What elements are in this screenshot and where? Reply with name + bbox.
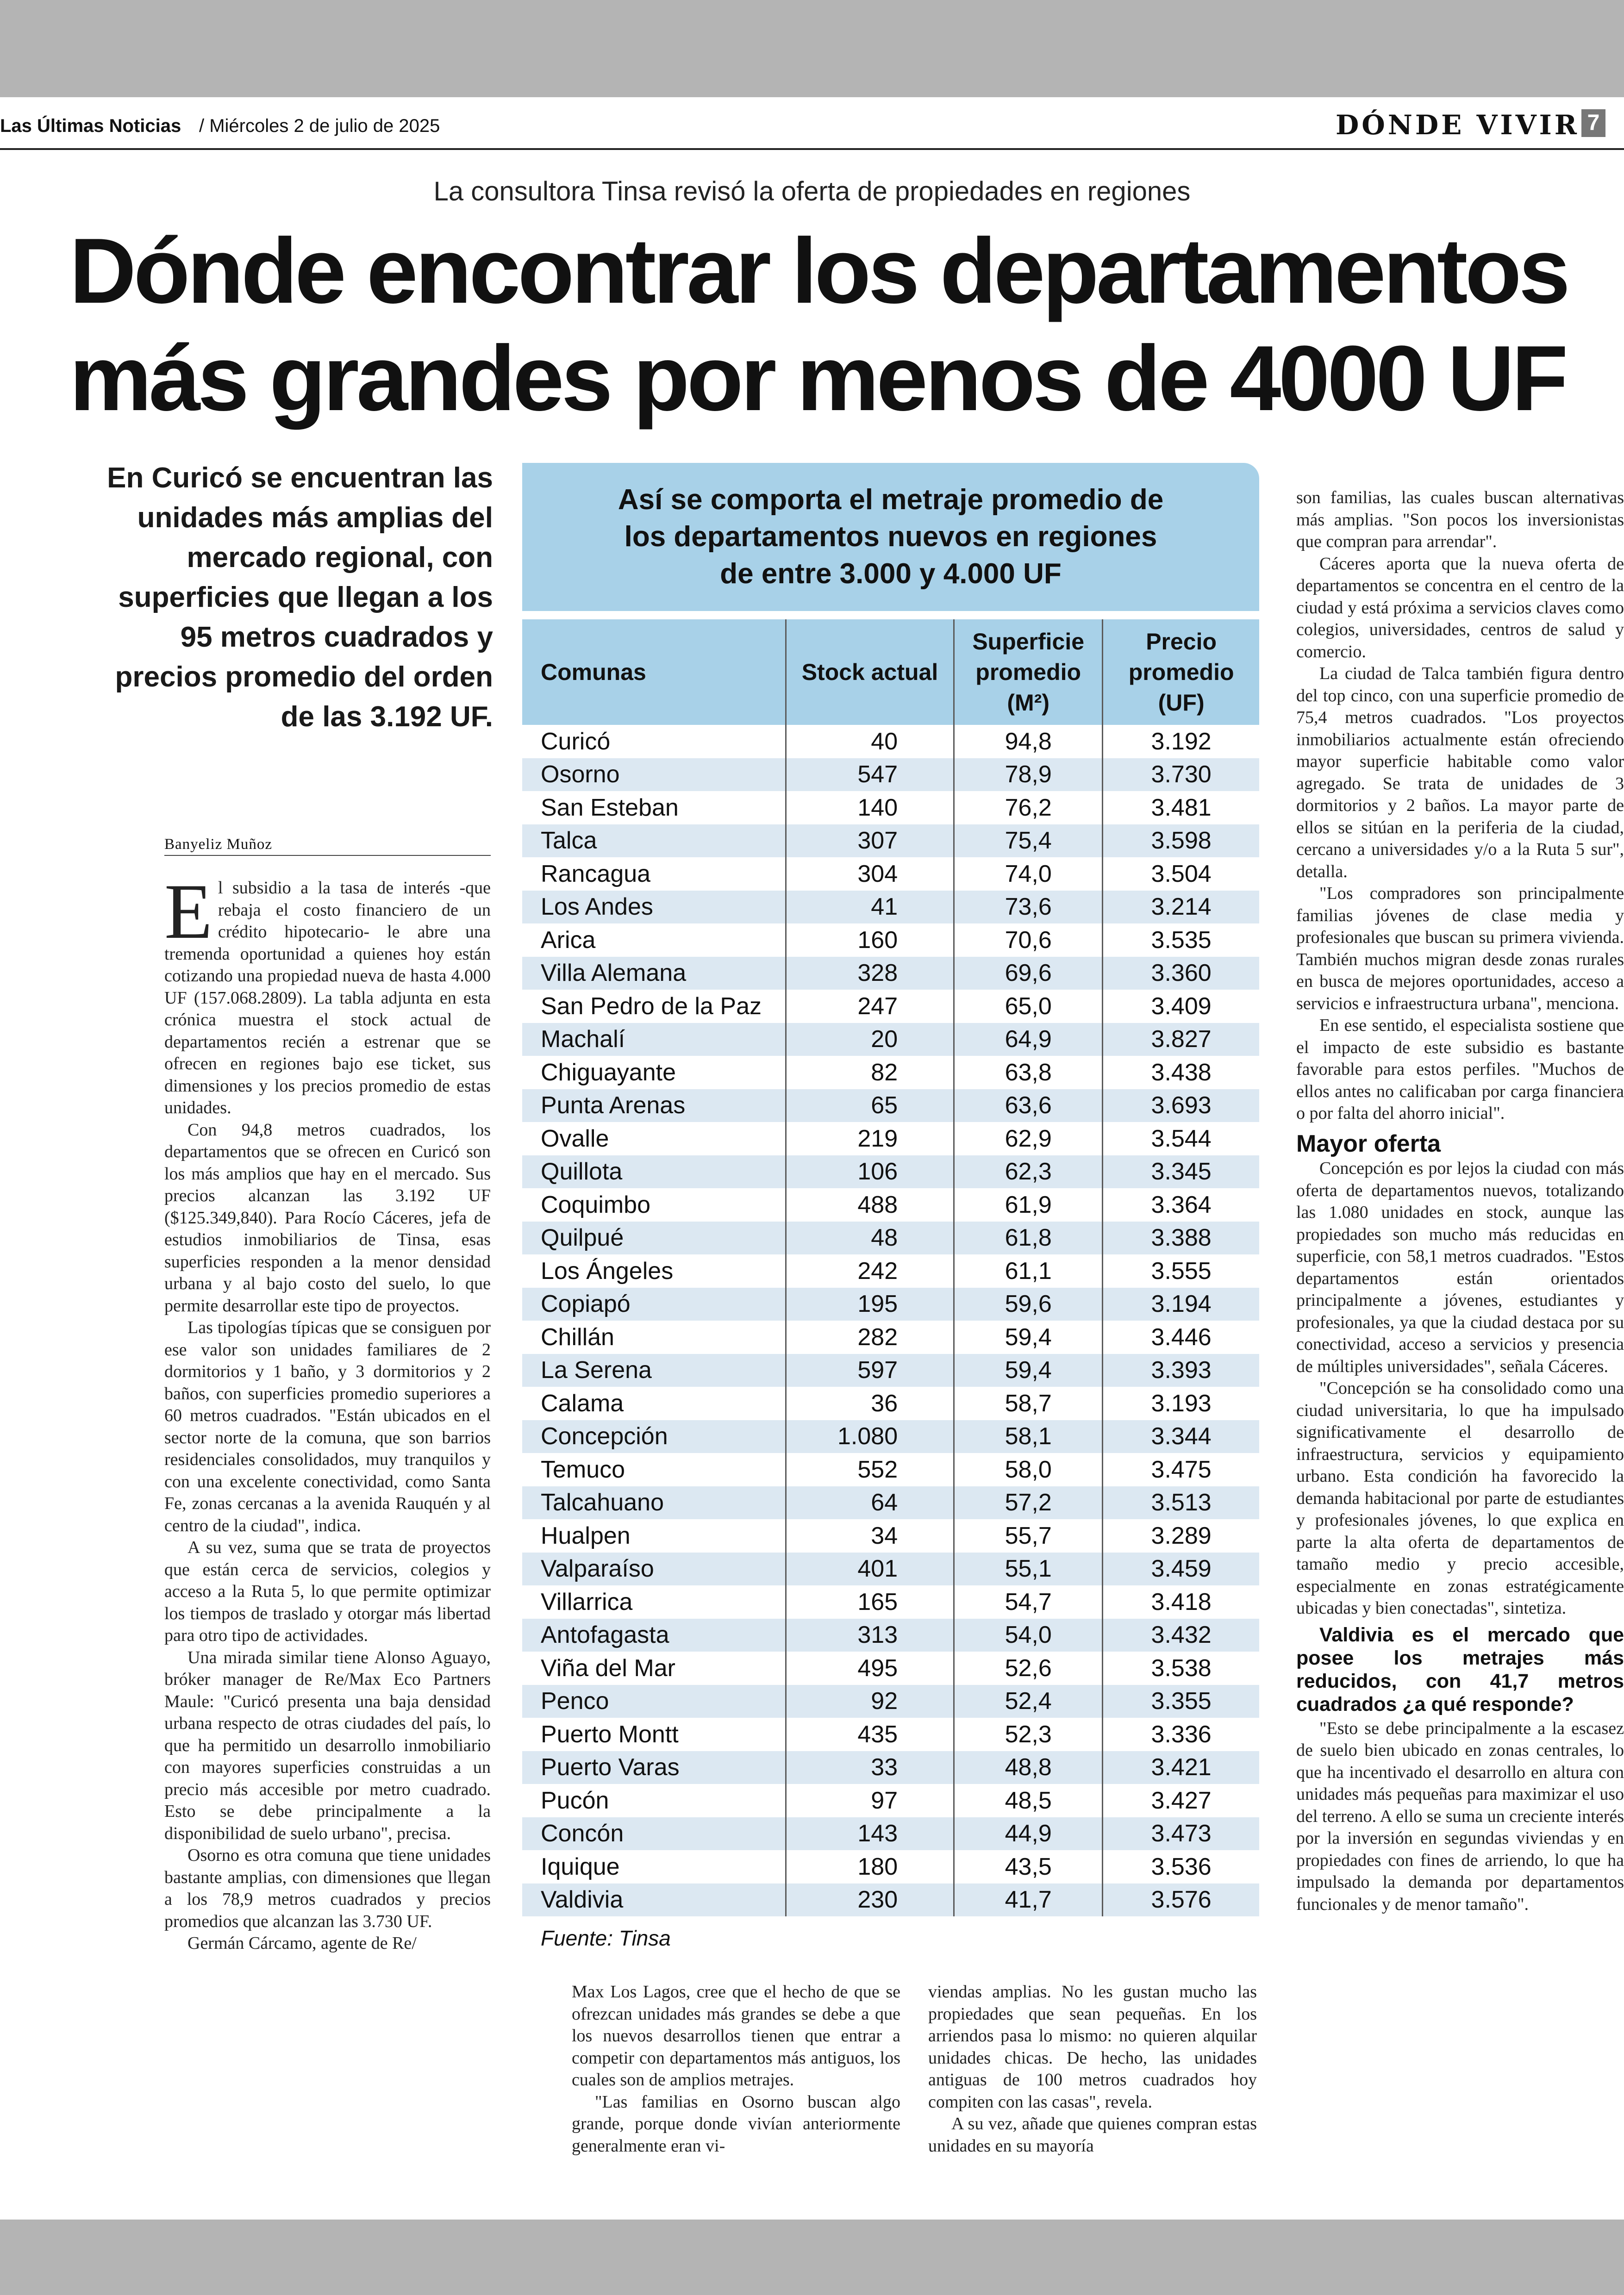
article-deck: En Curicó se encuentran las unidades más amplias del mercado regional, con superficies que llegan a los 95 metros cuadrados y precios promedio del orden de las 3.192 UF. <box>107 462 493 733</box>
cell-superficie: 69,6 <box>954 957 1103 990</box>
cell-comuna: Calama <box>522 1387 786 1420</box>
cell-superficie: 54,7 <box>954 1585 1103 1619</box>
cell-precio: 3.345 <box>1103 1155 1259 1189</box>
cell-precio: 3.536 <box>1103 1850 1259 1883</box>
cell-comuna: San Esteban <box>522 791 786 824</box>
cell-superficie: 48,8 <box>954 1751 1103 1784</box>
table-row <box>522 1585 1259 1619</box>
cell-precio: 3.360 <box>1103 957 1259 990</box>
cell-stock: 143 <box>786 1817 954 1851</box>
cell-stock: 597 <box>786 1354 954 1387</box>
cell-precio: 3.192 <box>1103 725 1259 758</box>
cell-superficie: 65,0 <box>954 990 1103 1023</box>
cell-superficie: 58,1 <box>954 1420 1103 1453</box>
table-row <box>522 1751 1259 1784</box>
cell-precio: 3.576 <box>1103 1883 1259 1917</box>
cell-comuna: Copiapó <box>522 1288 786 1321</box>
cell-precio: 3.432 <box>1103 1619 1259 1652</box>
table-row <box>522 1288 1259 1321</box>
cell-precio: 3.344 <box>1103 1420 1259 1453</box>
cell-superficie: 58,7 <box>954 1387 1103 1420</box>
table-row <box>522 1420 1259 1453</box>
cell-precio: 3.427 <box>1103 1784 1259 1817</box>
cell-precio: 3.289 <box>1103 1519 1259 1553</box>
cell-comuna: Villa Alemana <box>522 957 786 990</box>
table-row <box>522 1387 1259 1420</box>
cell-comuna: Chillán <box>522 1321 786 1354</box>
table-row <box>522 891 1259 924</box>
table-row <box>522 1519 1259 1553</box>
cell-superficie: 63,6 <box>954 1089 1103 1123</box>
paragraph: Cáceres aporta que la nueva oferta de departamentos se concentra en el centro de la ciudad y está próxima a servicios claves como colegios, universidades, centros de salud y comercio. <box>1296 554 1624 661</box>
cell-superficie: 57,2 <box>954 1486 1103 1520</box>
cell-stock: 65 <box>786 1089 954 1123</box>
cell-stock: 307 <box>786 824 954 858</box>
cell-superficie: 59,4 <box>954 1354 1103 1387</box>
cell-precio: 3.513 <box>1103 1486 1259 1520</box>
table-row <box>522 725 1259 758</box>
cell-comuna: Machalí <box>522 1023 786 1056</box>
table-row <box>522 1188 1259 1222</box>
cell-comuna: Villarrica <box>522 1585 786 1619</box>
cell-stock: 20 <box>786 1023 954 1056</box>
table-row <box>522 1155 1259 1189</box>
cell-comuna: Punta Arenas <box>522 1089 786 1123</box>
cell-stock: 328 <box>786 957 954 990</box>
table-source: Fuente: Tinsa <box>541 1926 671 1950</box>
cell-superficie: 52,6 <box>954 1652 1103 1685</box>
table-row <box>522 990 1259 1023</box>
table-title-line: Así se comporta el metraje promedio de <box>618 484 1164 516</box>
table-row <box>522 824 1259 858</box>
table-row <box>522 758 1259 792</box>
cell-precio: 3.475 <box>1103 1453 1259 1486</box>
cell-comuna: Talca <box>522 824 786 858</box>
cell-stock: 552 <box>786 1453 954 1486</box>
cell-stock: 313 <box>786 1619 954 1652</box>
paragraph: La ciudad de Talca también figura dentro del top cinco, con una superficie promedio de 75,4 metros cuadrados. "Los proyectos inmobiliarios actualmente están ofreciendo mayor superficie habitable como valor agregado. Se trata de unidades de 3 dormitorios y 2 baños. La mayor parte de ellos se sitúan en la periferia de la ciudad, cercano a universidades y/o a la Ruta 5 sur", detalla. <box>1296 664 1624 881</box>
cell-comuna: Valdivia <box>522 1883 786 1917</box>
cell-superficie: 52,4 <box>954 1685 1103 1718</box>
cell-comuna: Ovalle <box>522 1122 786 1155</box>
table-row <box>522 1453 1259 1486</box>
table-row <box>522 1023 1259 1056</box>
table-title <box>522 463 1259 611</box>
table-row <box>522 923 1259 957</box>
paragraph: En ese sentido, el especialista sostiene que el impacto de este subsidio es bastante favorable para estos perfiles. "Muchos de ellos antes no calificaban por carga financiera o por falta del ahorro inicial". <box>1296 1016 1624 1123</box>
cell-superficie: 41,7 <box>954 1883 1103 1917</box>
cell-superficie: 59,4 <box>954 1321 1103 1354</box>
cell-comuna: Pucón <box>522 1784 786 1817</box>
table-row <box>522 1784 1259 1817</box>
cell-superficie: 75,4 <box>954 824 1103 858</box>
column-header-stock: Stock actual <box>786 619 954 725</box>
table-row <box>522 1883 1259 1917</box>
cell-precio: 3.544 <box>1103 1122 1259 1155</box>
paragraph: "Esto se debe principalmente a la escasez de suelo bien ubicado en zonas centrales, lo que ha incentivado el desarrollo en altura con unidades más pequeñas para maximizar el uso del terreno. A ello se suma un creciente interés por la inversión en segundas viviendas y en propiedades con fines de arriendo, lo que ha impulsado la demanda por departamentos funcionales y de menor tamaño". <box>1296 1718 1624 1914</box>
cell-comuna: La Serena <box>522 1354 786 1387</box>
cell-comuna: Concepción <box>522 1420 786 1453</box>
table-row <box>522 1850 1259 1883</box>
paragraph: viendas amplias. No les gustan mucho las propiedades que sean pequeñas. En los arriendos pasa lo mismo: no quieren alquilar unidades chicas. De hecho, las unidades antiguas de 100 metros cuadrados hoy compiten con las casas", revela. <box>928 1982 1257 2112</box>
cell-stock: 547 <box>786 758 954 792</box>
cell-comuna: Osorno <box>522 758 786 792</box>
table-row <box>522 1089 1259 1123</box>
table-row <box>522 1817 1259 1851</box>
table-row <box>522 957 1259 990</box>
cell-comuna: Talcahuano <box>522 1486 786 1520</box>
cell-comuna: Arica <box>522 923 786 957</box>
cell-stock: 41 <box>786 891 954 924</box>
cell-precio: 3.438 <box>1103 1056 1259 1089</box>
table-row <box>522 1056 1259 1089</box>
cell-stock: 304 <box>786 857 954 891</box>
cell-precio: 3.693 <box>1103 1089 1259 1123</box>
cell-precio: 3.555 <box>1103 1254 1259 1288</box>
cell-precio: 3.393 <box>1103 1354 1259 1387</box>
cell-comuna: Puerto Varas <box>522 1751 786 1784</box>
table-row <box>522 857 1259 891</box>
headline-line-1: Dónde encontrar los departamentos <box>69 219 1568 323</box>
table-row <box>522 1254 1259 1288</box>
cell-comuna: San Pedro de la Paz <box>522 990 786 1023</box>
paragraph: "Concepción se ha consolidado como una ciudad universitaria, lo que ha impulsado significativamente el desarrollo de infraestructura, servicios y equipamiento urbano. Esta condición ha favorecido la demanda habitacional por parte de estudiantes y profesionales jóvenes, lo que explica en parte la alta oferta de departamentos de tamaño medio y precio accesible, especialmente en zonas estratégicamente ubicadas y bien conectadas", sintetiza. <box>1296 1378 1624 1618</box>
cell-precio: 3.336 <box>1103 1718 1259 1751</box>
paragraph: Una mirada similar tiene Alonso Aguayo, bróker manager de Re/Max Eco Partners Maule: "Curicó presenta una baja densidad urbana respecto de otras ciudades del país, lo que ha permitido un desarrollo inmobiliario con mayores superficies construidas a un precio más accesible por metro cuadrado. Esto se debe principalmente a la disponibilidad de suelo urbano", precisa. <box>164 1647 491 1843</box>
column-header-superficie: Superficie promedio (M²) <box>954 619 1103 725</box>
cell-stock: 36 <box>786 1387 954 1420</box>
cell-precio: 3.535 <box>1103 923 1259 957</box>
cell-superficie: 64,9 <box>954 1023 1103 1056</box>
cell-comuna: Curicó <box>522 725 786 758</box>
cell-superficie: 62,3 <box>954 1155 1103 1189</box>
paragraph: Las tipologías típicas que se consiguen por ese valor son unidades familiares de 2 dormitorios y 1 baño, y 3 dormitorios y 2 baños, con superficies promedio superiores a 60 metros cuadrados. "Están ubicados en el sector norte de la comuna, que son barrios residenciales consolidados, muy tranquilos y con una excelente conectividad, como Santa Fe, zonas cercanas a la avenida Rauquén y al centro de la ciudad", indica. <box>164 1318 491 1535</box>
data-table-box <box>522 463 1259 1951</box>
body-column-3 <box>928 1981 1257 2157</box>
cell-precio: 3.355 <box>1103 1685 1259 1718</box>
cell-comuna: Concón <box>522 1817 786 1851</box>
paragraph: Max Los Lagos, cree que el hecho de que se ofrezcan unidades más grandes se debe a que los nuevos desarrollos tienen que entrar a competir con departamentos más antiguos, los cuales son de amplios metrajes. <box>572 1982 900 2089</box>
cell-stock: 97 <box>786 1784 954 1817</box>
cell-superficie: 61,8 <box>954 1222 1103 1255</box>
cell-stock: 140 <box>786 791 954 824</box>
cell-precio: 3.214 <box>1103 891 1259 924</box>
paragraph: Osorno es otra comuna que tiene unidades bastante amplias, con dimensiones que llegan a los 78,9 metros cuadrados y precios promedios que alcanzan las 3.730 UF. <box>164 1846 491 1931</box>
cell-superficie: 70,6 <box>954 923 1103 957</box>
cell-stock: 64 <box>786 1486 954 1520</box>
drop-cap: E <box>164 868 212 955</box>
paragraph: Concepción es por lejos la ciudad con más oferta de departamentos nuevos, totalizando las 1.080 unidades en stock, aunque las propiedades son mucho más reducidas en superficie, con 58,1 metros cuadrados. "Estos departamentos están orientados principalmente a jóvenes, estudiantes y profesionales, ya que la ciudad destaca por su conectividad, acceso a servicios y presencia de múltiples universidades", señala Cáceres. <box>1296 1159 1624 1376</box>
table-row <box>522 1685 1259 1718</box>
cell-comuna: Iquique <box>522 1850 786 1883</box>
table-row <box>522 1553 1259 1586</box>
cell-precio: 3.459 <box>1103 1553 1259 1586</box>
paragraph: Germán Cárcamo, agente de Re/ <box>187 1933 417 1953</box>
table-header-row <box>522 619 1259 725</box>
cell-superficie: 74,0 <box>954 857 1103 891</box>
cell-comuna: Hualpen <box>522 1519 786 1553</box>
table-row <box>522 1222 1259 1255</box>
cell-stock: 160 <box>786 923 954 957</box>
cell-superficie: 61,9 <box>954 1188 1103 1222</box>
cell-stock: 219 <box>786 1122 954 1155</box>
body-column-2 <box>572 1981 900 2157</box>
column-header-precio: Precio promedio (UF) <box>1103 619 1259 725</box>
cell-superficie: 44,9 <box>954 1817 1103 1851</box>
cell-stock: 488 <box>786 1188 954 1222</box>
cell-precio: 3.446 <box>1103 1321 1259 1354</box>
bottom-margin <box>0 2220 1624 2295</box>
cell-stock: 33 <box>786 1751 954 1784</box>
section-name: DÓNDE VIVIR <box>1336 109 1580 141</box>
paragraph: son familias, las cuales buscan alternativas más amplias. "Son pocos los inversionistas que compran para arrendar". <box>1296 488 1624 551</box>
cell-comuna: Rancagua <box>522 857 786 891</box>
table-title-line: los departamentos nuevos en regiones <box>624 521 1157 553</box>
table-row <box>522 791 1259 824</box>
cell-precio: 3.388 <box>1103 1222 1259 1255</box>
cell-stock: 165 <box>786 1585 954 1619</box>
cell-stock: 1.080 <box>786 1420 954 1453</box>
cell-comuna: Viña del Mar <box>522 1652 786 1685</box>
cell-stock: 242 <box>786 1254 954 1288</box>
table-row <box>522 1122 1259 1155</box>
article-kicker: La consultora Tinsa revisó la oferta de propiedades en regiones <box>433 176 1191 206</box>
paragraph: El subsidio a la tasa de interés -que rebaja el costo financiero de un crédito hipotecario- le abre una tremenda oportunidad a quienes hoy están cotizando una propiedad nueva de hasta 4.000 UF (157.068.2809). La tabla adjunta en esta crónica muestra el stock actual de departamentos recién a estrenar que se ofrecen en regiones bajo ese ticket, sus dimensiones y los precios promedio de estas unidades. <box>164 868 491 1117</box>
paragraph: A su vez, añade que quienes compran estas unidades en su mayoría <box>928 2114 1257 2156</box>
cell-superficie: 48,5 <box>954 1784 1103 1817</box>
cell-comuna: Temuco <box>522 1453 786 1486</box>
column-header-comunas: Comunas <box>522 619 786 725</box>
cell-superficie: 94,8 <box>954 725 1103 758</box>
table-row <box>522 1652 1259 1685</box>
cell-comuna: Valparaíso <box>522 1553 786 1586</box>
top-margin <box>0 0 1624 97</box>
cell-superficie: 78,9 <box>954 758 1103 792</box>
cell-superficie: 54,0 <box>954 1619 1103 1652</box>
cell-comuna: Los Andes <box>522 891 786 924</box>
cell-stock: 180 <box>786 1850 954 1883</box>
cell-comuna: Los Ángeles <box>522 1254 786 1288</box>
cell-stock: 92 <box>786 1685 954 1718</box>
cell-comuna: Coquimbo <box>522 1188 786 1222</box>
cell-superficie: 59,6 <box>954 1288 1103 1321</box>
cell-stock: 195 <box>786 1288 954 1321</box>
cell-superficie: 62,9 <box>954 1122 1103 1155</box>
cell-precio: 3.409 <box>1103 990 1259 1023</box>
cell-superficie: 73,6 <box>954 891 1103 924</box>
cell-superficie: 52,3 <box>954 1718 1103 1751</box>
table-row <box>522 1718 1259 1751</box>
cell-precio: 3.418 <box>1103 1585 1259 1619</box>
cell-stock: 401 <box>786 1553 954 1586</box>
cell-precio: 3.193 <box>1103 1387 1259 1420</box>
cell-precio: 3.827 <box>1103 1023 1259 1056</box>
interview-question: Valdivia es el mercado que posee los metrajes más reducidos, con 41,7 metros cuadrados ¿a qué responde? <box>1296 1623 1624 1715</box>
cell-comuna: Penco <box>522 1685 786 1718</box>
body-column-1 <box>164 868 491 1955</box>
paragraph: "Los compradores son principalmente familias jóvenes de clase media y profesionales que buscan su primera vivienda. También muchos migran desde zonas rurales en busca de mejores oportunidades, acceso a servicios e infraestructura urbana", menciona. <box>1296 884 1624 1013</box>
table-row <box>522 1321 1259 1354</box>
cell-stock: 34 <box>786 1519 954 1553</box>
cell-superficie: 61,1 <box>954 1254 1103 1288</box>
table-row <box>522 1619 1259 1652</box>
subheading: Mayor oferta <box>1296 1130 1441 1157</box>
cell-stock: 247 <box>786 990 954 1023</box>
cell-precio: 3.538 <box>1103 1652 1259 1685</box>
table-row <box>522 1354 1259 1387</box>
cell-precio: 3.194 <box>1103 1288 1259 1321</box>
cell-superficie: 76,2 <box>954 791 1103 824</box>
cell-stock: 282 <box>786 1321 954 1354</box>
table-row <box>522 1486 1259 1520</box>
cell-superficie: 43,5 <box>954 1850 1103 1883</box>
cell-stock: 82 <box>786 1056 954 1089</box>
cell-comuna: Puerto Montt <box>522 1718 786 1751</box>
article-headline <box>69 218 1568 432</box>
cell-precio: 3.421 <box>1103 1751 1259 1784</box>
cell-stock: 106 <box>786 1155 954 1189</box>
cell-precio: 3.598 <box>1103 824 1259 858</box>
paragraph: Con 94,8 metros cuadrados, los departamentos que se ofrecen en Curicó son los más amplios que hay en el mercado. Sus precios alcanzan las 3.192 UF ($125.349,840). Para Rocío Cáceres, jefa de estudios inmobiliarios de Tinsa, esas superficies responden a la menor densidad urbana y al bajo costo del suelo, lo que permite desarrollar este tipo de proyectos. <box>164 1120 491 1316</box>
data-table <box>522 619 1259 1916</box>
headline-line-2: más grandes por menos de 4000 UF <box>69 327 1566 430</box>
paragraph: "Las familias en Osorno buscan algo grande, porque donde vivían anteriormente generalmente eran vi- <box>572 2092 900 2156</box>
page-number: 7 <box>1581 109 1605 137</box>
cell-stock: 40 <box>786 725 954 758</box>
cell-precio: 3.504 <box>1103 857 1259 891</box>
cell-comuna: Quilpué <box>522 1222 786 1255</box>
cell-stock: 495 <box>786 1652 954 1685</box>
cell-stock: 48 <box>786 1222 954 1255</box>
cell-superficie: 55,7 <box>954 1519 1103 1553</box>
cell-comuna: Chiguayante <box>522 1056 786 1089</box>
cell-precio: 3.730 <box>1103 758 1259 792</box>
body-column-4 <box>1296 487 1624 1915</box>
cell-precio: 3.481 <box>1103 791 1259 824</box>
cell-precio: 3.364 <box>1103 1188 1259 1222</box>
paragraph: A su vez, suma que se trata de proyectos que están cerca de servicios, colegios y acceso a la Ruta 5, lo que permite optimizar los tiempos de traslado y otorgar más libertad para otro tipo de actividades. <box>164 1538 491 1645</box>
cell-superficie: 55,1 <box>954 1553 1103 1586</box>
cell-comuna: Quillota <box>522 1155 786 1189</box>
table-title-line: de entre 3.000 y 4.000 UF <box>720 558 1062 590</box>
byline: Banyeliz Muñoz <box>164 836 491 856</box>
cell-superficie: 58,0 <box>954 1453 1103 1486</box>
cell-superficie: 63,8 <box>954 1056 1103 1089</box>
publication-date: / Miércoles 2 de julio de 2025 <box>199 116 440 136</box>
publication-name: Las Últimas Noticias <box>0 116 181 136</box>
cell-stock: 230 <box>786 1883 954 1917</box>
cell-stock: 435 <box>786 1718 954 1751</box>
cell-comuna: Antofagasta <box>522 1619 786 1652</box>
cell-precio: 3.473 <box>1103 1817 1259 1851</box>
